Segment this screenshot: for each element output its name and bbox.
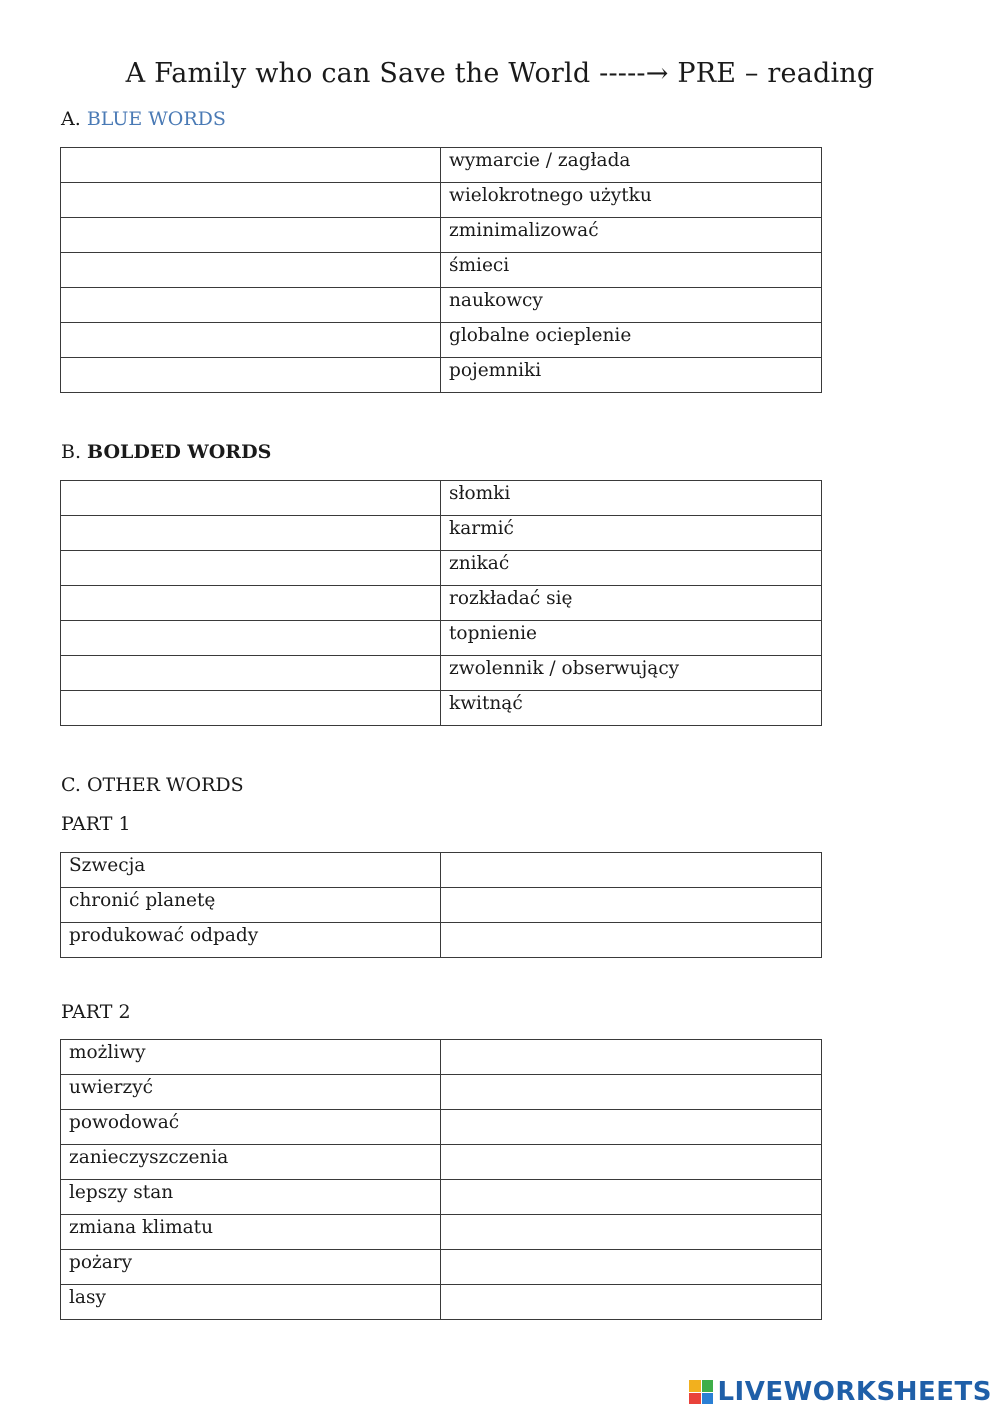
logo-mark-icon xyxy=(689,1380,713,1404)
table-row xyxy=(61,1285,822,1320)
section-a-heading xyxy=(61,108,226,130)
given-word: produkować odpady xyxy=(61,923,441,958)
given-word: lasy xyxy=(61,1285,441,1320)
table-row xyxy=(61,923,822,958)
answer-field[interactable] xyxy=(61,516,441,551)
table-row xyxy=(61,183,822,218)
given-word: pojemniki xyxy=(441,358,822,393)
section-a-label: BLUE WORDS xyxy=(86,108,226,130)
given-word: topnienie xyxy=(441,621,822,656)
given-word: rozkładać się xyxy=(441,586,822,621)
given-word: kwitnąć xyxy=(441,691,822,726)
part2-table xyxy=(60,1039,822,1320)
answer-field[interactable] xyxy=(61,621,441,656)
answer-field[interactable] xyxy=(61,253,441,288)
given-word: zanieczyszczenia xyxy=(61,1145,441,1180)
section-b-label: BOLDED WORDS xyxy=(87,441,272,463)
answer-field[interactable] xyxy=(441,1040,822,1075)
given-word: zmiana klimatu xyxy=(61,1215,441,1250)
given-word: powodować xyxy=(61,1110,441,1145)
answer-field[interactable] xyxy=(441,1250,822,1285)
answer-field[interactable] xyxy=(61,183,441,218)
answer-field[interactable] xyxy=(441,1285,822,1320)
answer-field[interactable] xyxy=(61,323,441,358)
table-row xyxy=(61,358,822,393)
answer-field[interactable] xyxy=(61,288,441,323)
answer-field[interactable] xyxy=(61,691,441,726)
table-row xyxy=(61,253,822,288)
table-row xyxy=(61,218,822,253)
given-word: karmić xyxy=(441,516,822,551)
answer-field[interactable] xyxy=(441,853,822,888)
table-row xyxy=(61,1075,822,1110)
section-b-heading xyxy=(61,441,271,463)
table-row xyxy=(61,1040,822,1075)
given-word: uwierzyć xyxy=(61,1075,441,1110)
table-row xyxy=(61,1110,822,1145)
part1-heading: PART 1 xyxy=(61,813,131,835)
table-row xyxy=(61,1250,822,1285)
given-word: słomki xyxy=(441,481,822,516)
section-b-prefix: B. xyxy=(61,441,88,463)
table-row xyxy=(61,691,822,726)
section-c-heading: C. OTHER WORDS xyxy=(61,774,244,796)
given-word: zminimalizować xyxy=(441,218,822,253)
given-word: globalne ocieplenie xyxy=(441,323,822,358)
table-row xyxy=(61,1215,822,1250)
answer-field[interactable] xyxy=(441,1180,822,1215)
table-row xyxy=(61,288,822,323)
part1-table xyxy=(60,852,822,958)
answer-field[interactable] xyxy=(61,586,441,621)
section-a-prefix: A. xyxy=(61,108,87,130)
given-word: zwolennik / obserwujący xyxy=(441,656,822,691)
given-word: wielokrotnego użytku xyxy=(441,183,822,218)
answer-field[interactable] xyxy=(441,888,822,923)
answer-field[interactable] xyxy=(61,656,441,691)
given-word: wymarcie / zagłada xyxy=(441,148,822,183)
answer-field[interactable] xyxy=(61,551,441,586)
given-word: znikać xyxy=(441,551,822,586)
table-row xyxy=(61,888,822,923)
table-row xyxy=(61,853,822,888)
answer-field[interactable] xyxy=(61,481,441,516)
answer-field[interactable] xyxy=(61,218,441,253)
table-row xyxy=(61,551,822,586)
worksheet-title: A Family who can Save the World -----→ PRE – reading xyxy=(125,58,875,89)
blue-words-table xyxy=(60,147,822,393)
liveworksheets-logo xyxy=(689,1377,992,1407)
given-word: chronić planetę xyxy=(61,888,441,923)
table-row xyxy=(61,621,822,656)
table-row xyxy=(61,481,822,516)
given-word: Szwecja xyxy=(61,853,441,888)
table-row xyxy=(61,1145,822,1180)
given-word: śmieci xyxy=(441,253,822,288)
answer-field[interactable] xyxy=(61,148,441,183)
given-word: pożary xyxy=(61,1250,441,1285)
table-row xyxy=(61,516,822,551)
answer-field[interactable] xyxy=(441,923,822,958)
answer-field[interactable] xyxy=(441,1075,822,1110)
bolded-words-table xyxy=(60,480,822,726)
table-row xyxy=(61,148,822,183)
given-word: naukowcy xyxy=(441,288,822,323)
logo-text: LIVEWORKSHEETS xyxy=(717,1377,992,1407)
answer-field[interactable] xyxy=(441,1145,822,1180)
table-row xyxy=(61,586,822,621)
answer-field[interactable] xyxy=(61,358,441,393)
part2-heading: PART 2 xyxy=(61,1001,131,1023)
table-row xyxy=(61,656,822,691)
table-row xyxy=(61,323,822,358)
answer-field[interactable] xyxy=(441,1215,822,1250)
answer-field[interactable] xyxy=(441,1110,822,1145)
table-row xyxy=(61,1180,822,1215)
given-word: możliwy xyxy=(61,1040,441,1075)
given-word: lepszy stan xyxy=(61,1180,441,1215)
